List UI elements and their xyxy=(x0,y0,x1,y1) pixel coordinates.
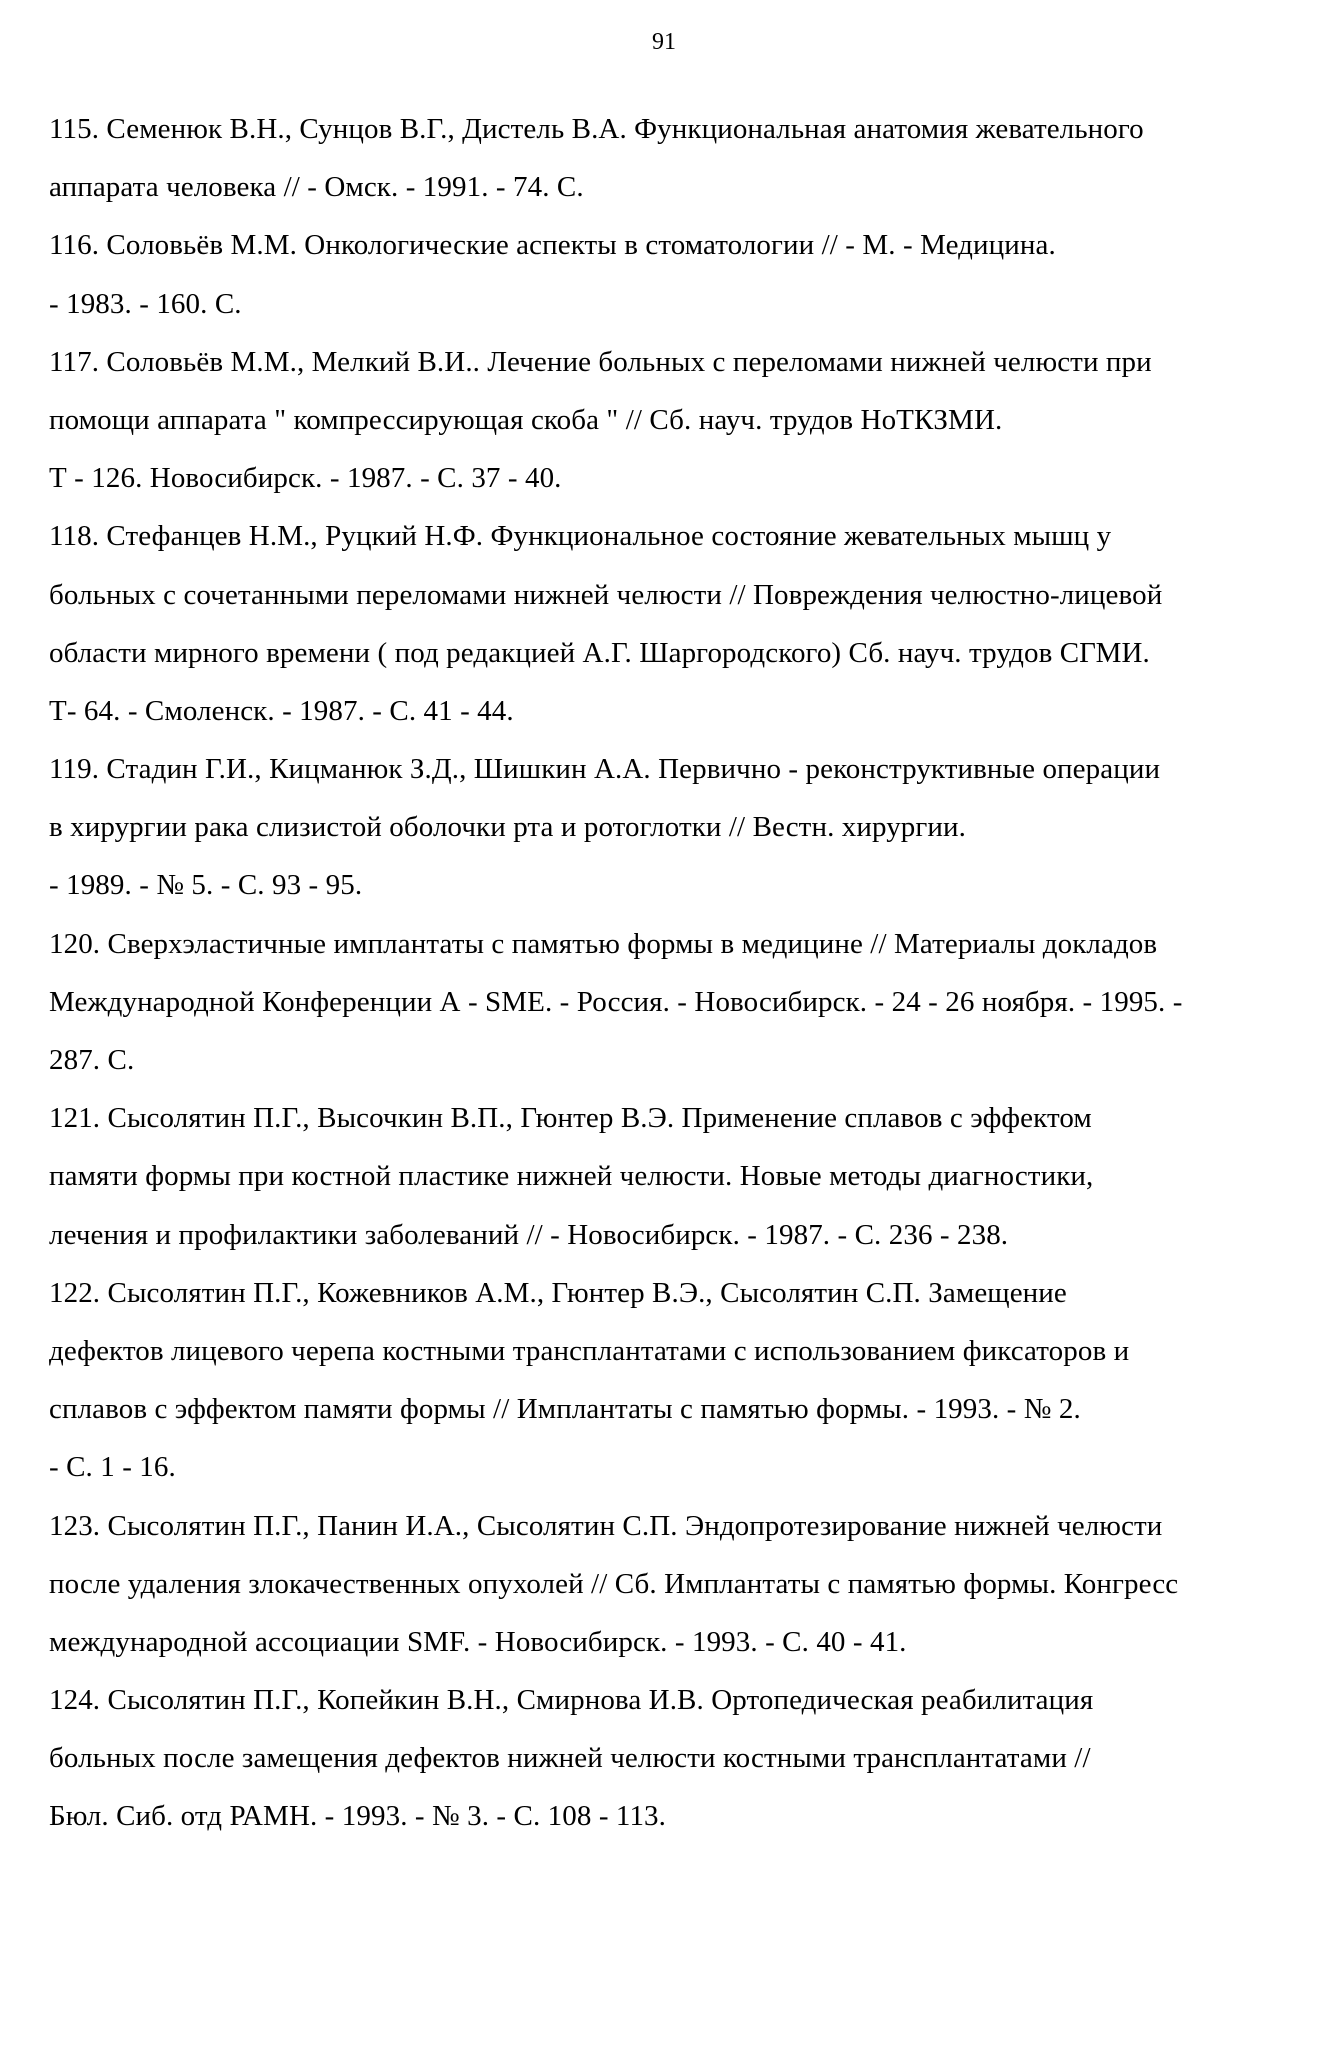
reference-list xyxy=(49,100,1299,1846)
reference-line: - С. 1 - 16. xyxy=(49,1451,176,1484)
reference-line: Т - 126. Новосибирск. - 1987. - С. 37 - 40. xyxy=(49,462,562,495)
reference-line: 115. Семенюк В.Н., Сунцов В.Г., Дистель В.А. Функциональная анатомия жевательного xyxy=(49,113,1144,145)
reference-line: 123. Сысолятин П.Г., Панин И.А., Сысолятин С.П. Эндопротезирование нижней челюсти xyxy=(49,1509,1163,1542)
reference-line: дефектов лицевого черепа костными трансплантатами с использованием фиксаторов и xyxy=(49,1334,1130,1367)
reference-line: больных с сочетанными переломами нижней челюсти // Повреждения челюстно-лицевой xyxy=(49,578,1163,611)
reference-line: международной ассоциации SMF. - Новосибирск. - 1993. - С. 40 - 41. xyxy=(49,1625,907,1658)
reference-line: 287. С. xyxy=(49,1044,135,1076)
reference-line: помощи аппарата " компрессирующая скоба " // Сб. науч. трудов НоТКЗМИ. xyxy=(49,403,1003,436)
reference-line: 116. Соловьёв М.М. Онкологические аспекты в стоматологии // - М. - Медицина. xyxy=(49,229,1056,262)
reference-line: после удаления злокачественных опухолей // Сб. Имплантаты с памятью формы. Конгресс xyxy=(49,1567,1179,1600)
reference-line: аппарата человека // - Омск. - 1991. - 74. С. xyxy=(49,171,584,204)
reference-line: лечения и профилактики заболеваний // - Новосибирск. - 1987. - С. 236 - 238. xyxy=(49,1218,1009,1251)
reference-line: 118. Стефанцев Н.М., Руцкий Н.Ф. Функциональное состояние жевательных мышц у xyxy=(49,520,1112,553)
reference-line: 122. Сысолятин П.Г., Кожевников А.М., Гюнтер В.Э., Сысолятин С.П. Замещение xyxy=(49,1276,1067,1309)
reference-line: больных после замещения дефектов нижней челюсти костными трансплантатами // xyxy=(49,1742,1091,1775)
reference-line: - 1989. - № 5. - С. 93 - 95. xyxy=(49,869,363,902)
reference-line: 120. Сверхэластичные имплантаты с памятью формы в медицине // Материалы докладов xyxy=(49,927,1158,960)
reference-line: 117. Соловьёв М.М., Мелкий В.И.. Лечение больных с переломами нижней челюсти при xyxy=(49,345,1152,378)
reference-line: 124. Сысолятин П.Г., Копейкин В.Н., Смирнова И.В. Ортопедическая реабилитация xyxy=(49,1684,1094,1717)
reference-line: 119. Стадин Г.И., Кицманюк З.Д., Шишкин А.А. Первично - реконструктивные операции xyxy=(49,753,1161,786)
reference-line: Международной Конференции А - SME. - Россия. - Новосибирск. - 24 - 26 ноября. - 1995. - xyxy=(49,985,1183,1018)
reference-line: Т- 64. - Смоленск. - 1987. - С. 41 - 44. xyxy=(49,694,514,727)
reference-line: памяти формы при костной пластике нижней челюсти. Новые методы диагностики, xyxy=(49,1160,1094,1193)
reference-line: в хирургии рака слизистой оболочки рта и ротоглотки // Вестн. хирургии. xyxy=(49,811,966,844)
reference-line: области мирного времени ( под редакцией А.Г. Шаргородского) Сб. науч. трудов СГМИ. xyxy=(49,636,1150,669)
reference-line: - 1983. - 160. С. xyxy=(49,287,242,320)
reference-line: 121. Сысолятин П.Г., Высочкин В.П., Гюнтер В.Э. Применение сплавов с эффектом xyxy=(49,1102,1092,1135)
page-number: 91 xyxy=(652,29,676,55)
reference-line: Бюл. Сиб. отд РАМН. - 1993. - № 3. - С. 108 - 113. xyxy=(49,1800,667,1833)
reference-line: сплавов с эффектом памяти формы // Имплантаты с памятью формы. - 1993. - № 2. xyxy=(49,1393,1081,1426)
